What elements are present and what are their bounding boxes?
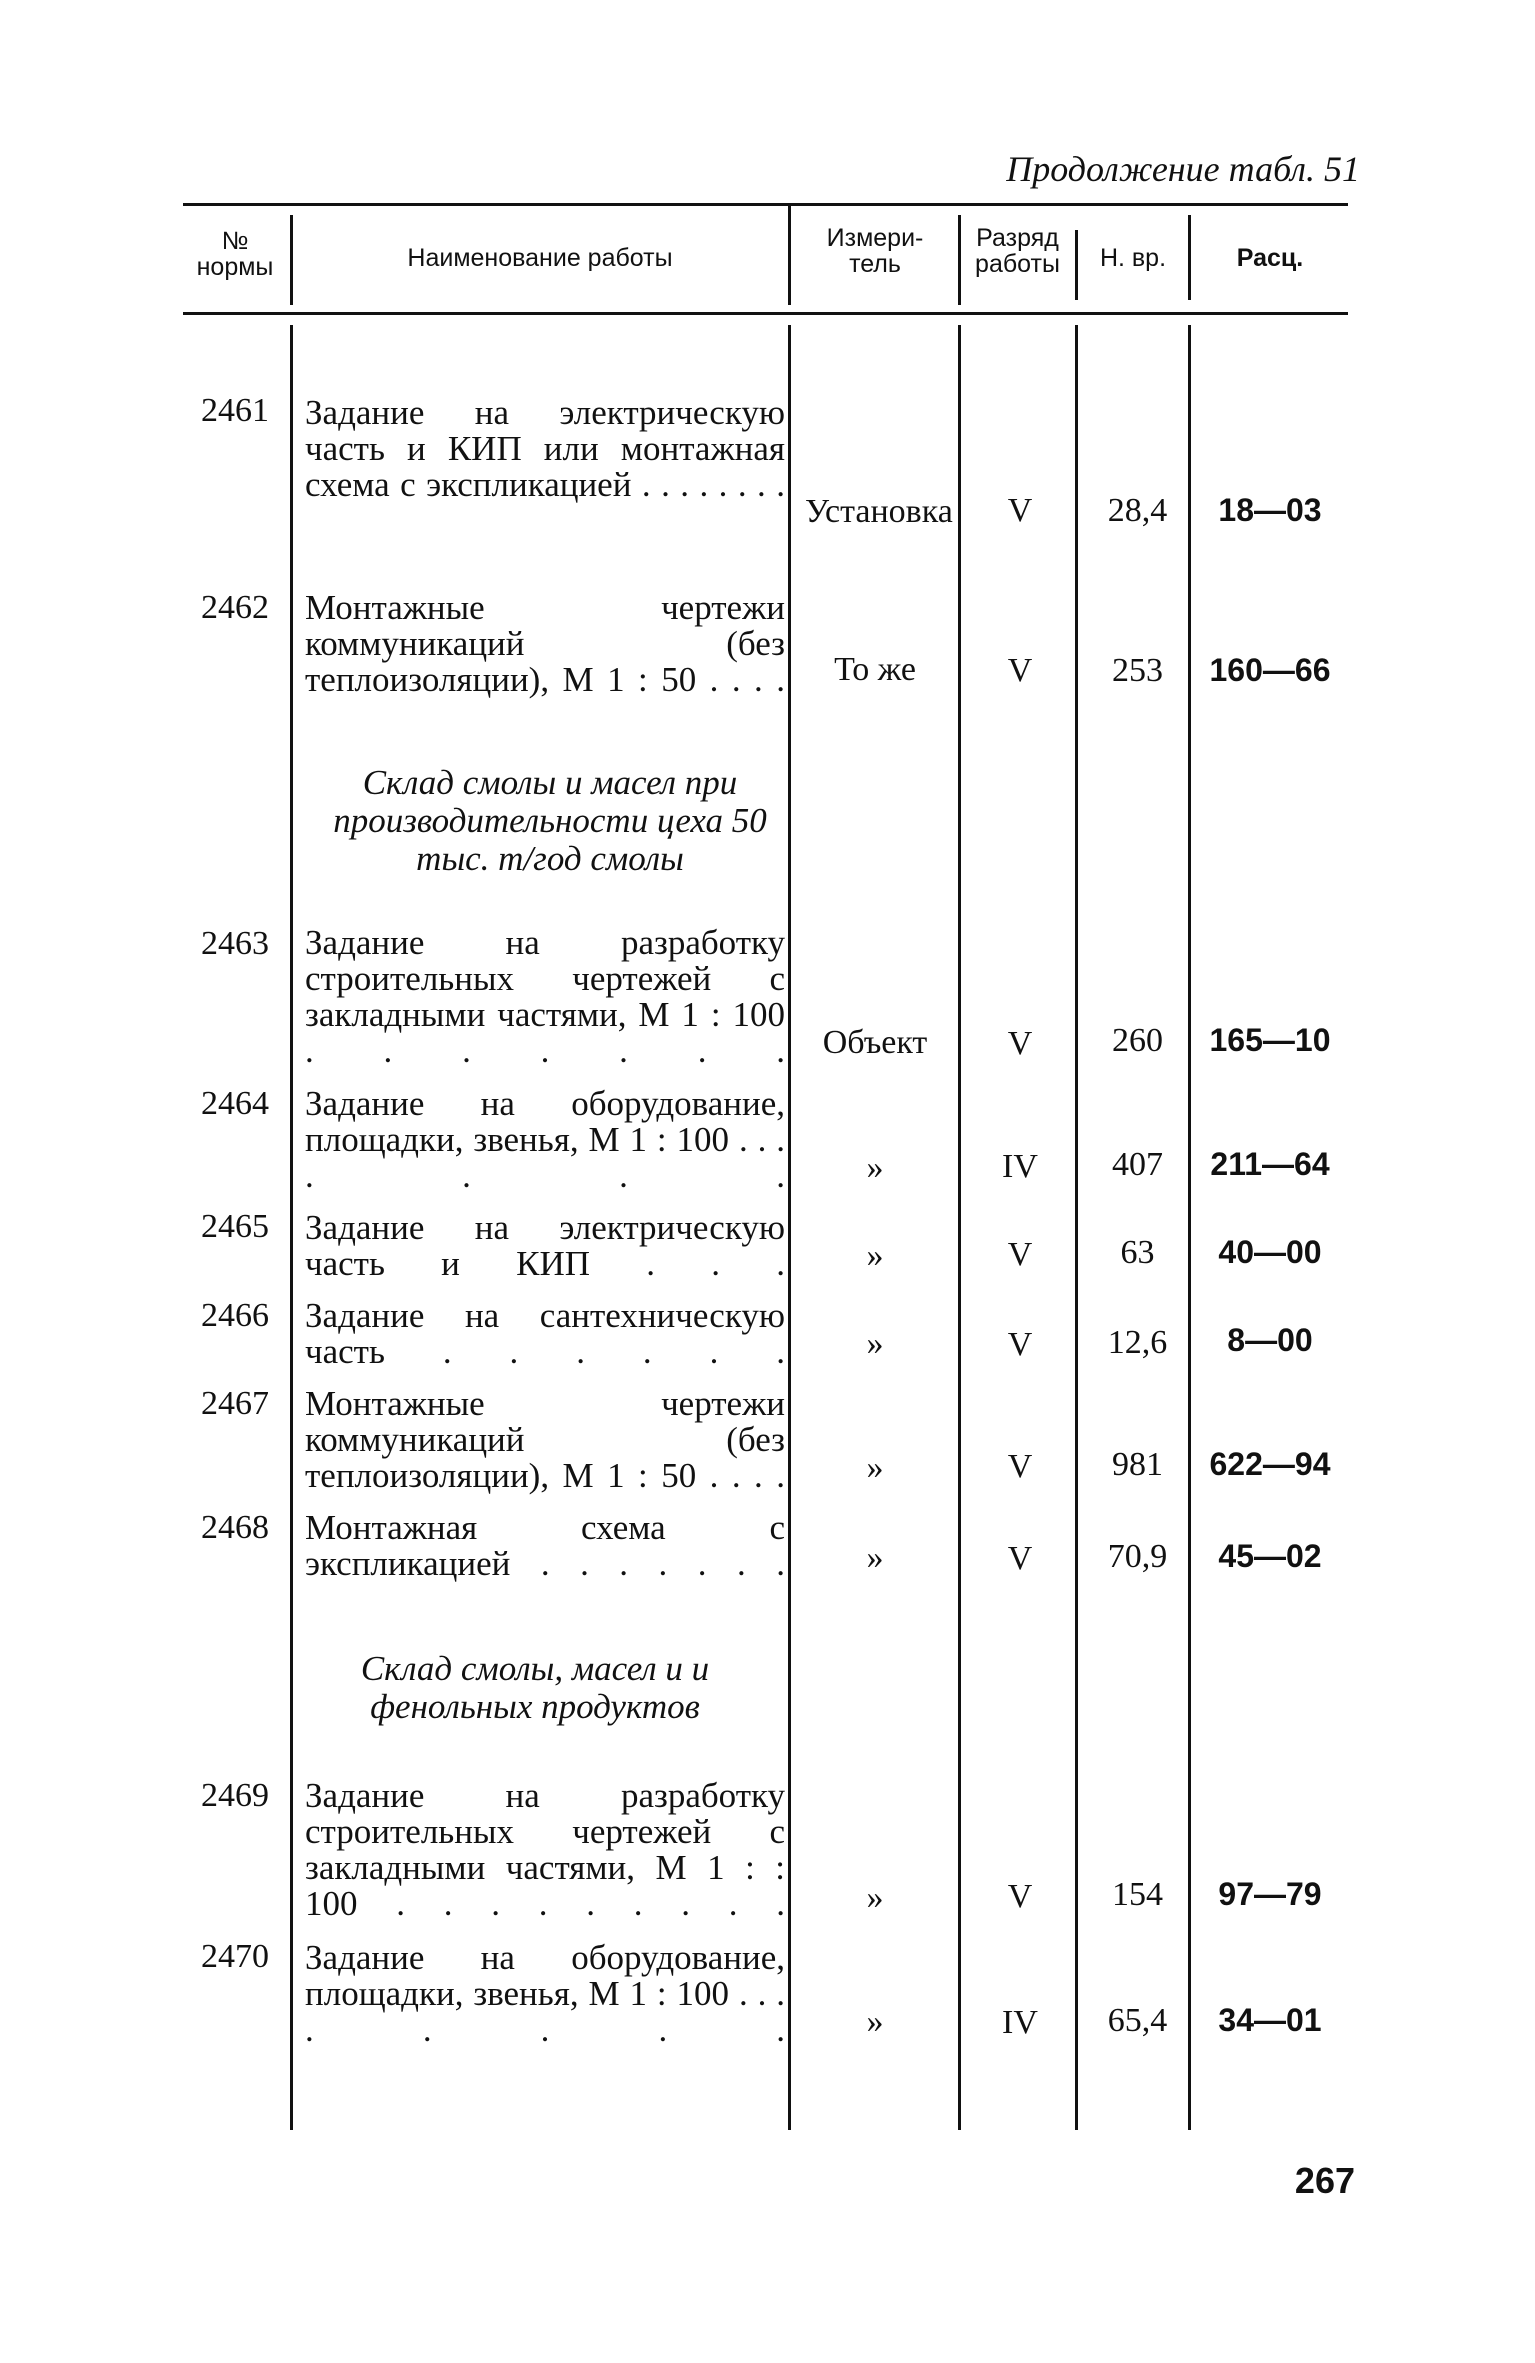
price-value: 165—10 bbox=[1209, 1022, 1331, 1058]
price-value: 97—79 bbox=[1218, 1876, 1322, 1912]
header-unit: Измери- тель bbox=[826, 224, 924, 279]
page-number: 267 bbox=[1294, 2160, 1355, 2201]
work-name: Монтажная схема с экспликацией . . . . . . . bbox=[305, 1508, 785, 1583]
column-rule bbox=[788, 325, 791, 2130]
work-name: Монтажные чертежи коммуникаций (без теплоизоляции), М 1 : 50 . . . . bbox=[305, 1384, 785, 1495]
header-price: Расц. bbox=[1236, 244, 1304, 272]
work-name: Задание на электрическую часть и КИП или монтажная схема с экспликацией . . . . . . . . bbox=[305, 393, 785, 504]
hours-value: 260 bbox=[1112, 1022, 1163, 1059]
norm-number: 2463 bbox=[201, 925, 269, 962]
header-work-name: Наименование работы bbox=[407, 244, 673, 272]
header-grade: Разряд работы bbox=[975, 224, 1060, 279]
norm-number: 2467 bbox=[201, 1385, 269, 1422]
hours-value: 981 bbox=[1112, 1446, 1163, 1483]
norm-number: 2470 bbox=[201, 1938, 269, 1975]
header-bottom-rule bbox=[183, 312, 1348, 315]
hours-value: 253 bbox=[1112, 652, 1163, 689]
work-name: Задание на оборудование, площадки, звенья, М 1 : 100 . . . . . . . bbox=[305, 1084, 785, 1195]
grade-value: V bbox=[1007, 1540, 1033, 1577]
norm-number: 2461 bbox=[201, 392, 269, 429]
unit-value: То же bbox=[834, 651, 916, 688]
column-rule bbox=[1075, 325, 1078, 2130]
unit-value: Установка bbox=[805, 493, 953, 530]
hours-value: 65,4 bbox=[1107, 2002, 1168, 2039]
column-rule bbox=[1188, 215, 1191, 300]
column-rule bbox=[788, 205, 791, 305]
price-value: 622—94 bbox=[1209, 1446, 1331, 1482]
norm-number: 2469 bbox=[201, 1777, 269, 1814]
norm-number: 2466 bbox=[201, 1297, 269, 1334]
grade-value: V bbox=[1007, 492, 1033, 529]
column-rule bbox=[958, 215, 961, 305]
work-name: Задание на электрическую часть и КИП . . . bbox=[305, 1208, 785, 1283]
grade-value: V bbox=[1007, 1878, 1033, 1915]
work-name: Задание на разработку строительных чертежей с закладными частями, М 1 : : 100 . . . . . . . . . bbox=[305, 1776, 785, 1923]
price-value: 45—02 bbox=[1218, 1538, 1322, 1574]
column-rule bbox=[958, 325, 961, 2130]
column-rule bbox=[1075, 230, 1078, 300]
column-rule bbox=[1188, 325, 1191, 2130]
price-value: 40—00 bbox=[1218, 1234, 1322, 1270]
grade-value: V bbox=[1007, 1326, 1033, 1363]
header-norm-no: № нормы bbox=[196, 227, 274, 282]
header-top-rule bbox=[183, 203, 1348, 206]
unit-value: » bbox=[866, 2003, 884, 2040]
norm-number: 2465 bbox=[201, 1208, 269, 1245]
section-heading: Склад смолы, масел и и фенольных продуктов bbox=[360, 1649, 710, 1726]
work-name: Задание на сантехническую часть . . . . . . bbox=[305, 1296, 785, 1371]
norm-number: 2462 bbox=[201, 589, 269, 626]
grade-value: V bbox=[1007, 652, 1033, 689]
grade-value: V bbox=[1007, 1025, 1033, 1062]
unit-value: Объект bbox=[822, 1024, 928, 1061]
column-rule bbox=[290, 215, 293, 305]
unit-value: » bbox=[866, 1539, 884, 1576]
price-value: 8—00 bbox=[1227, 1322, 1313, 1358]
unit-value: » bbox=[866, 1325, 884, 1362]
price-value: 211—64 bbox=[1210, 1146, 1330, 1182]
unit-value: » bbox=[866, 1237, 884, 1274]
work-name: Монтажные чертежи коммуникаций (без теплоизоляции), М 1 : 50 . . . . bbox=[305, 588, 785, 699]
unit-value: » bbox=[866, 1449, 884, 1486]
hours-value: 70,9 bbox=[1107, 1538, 1168, 1575]
hours-value: 154 bbox=[1112, 1876, 1163, 1913]
price-value: 18—03 bbox=[1218, 492, 1322, 528]
column-rule bbox=[290, 325, 293, 2130]
price-value: 34—01 bbox=[1218, 2002, 1322, 2038]
work-name: Задание на оборудование, площадки, звенья, М 1 : 100 . . . . . . . . bbox=[305, 1938, 785, 2049]
norm-number: 2464 bbox=[201, 1085, 269, 1122]
unit-value: » bbox=[866, 1879, 884, 1916]
hours-value: 12,6 bbox=[1107, 1324, 1168, 1361]
hours-value: 407 bbox=[1112, 1146, 1163, 1183]
hours-value: 63 bbox=[1120, 1234, 1155, 1271]
grade-value: V bbox=[1007, 1448, 1033, 1485]
work-name: Задание на разработку строительных чертежей с закладными частями, М 1 : 100 . . . . . . . bbox=[305, 923, 785, 1070]
header-hours: Н. вр. bbox=[1099, 244, 1167, 272]
hours-value: 28,4 bbox=[1107, 492, 1168, 529]
table-caption: Продолжение табл. 51 bbox=[1006, 149, 1360, 189]
grade-value: IV bbox=[1002, 2004, 1038, 2041]
section-heading: Склад смолы и масел при производительности цеха 50 тыс. т/год смолы bbox=[333, 763, 767, 878]
grade-value: V bbox=[1007, 1236, 1033, 1273]
unit-value: » bbox=[866, 1149, 884, 1186]
price-value: 160—66 bbox=[1209, 652, 1331, 688]
norm-number: 2468 bbox=[201, 1509, 269, 1546]
grade-value: IV bbox=[1002, 1148, 1038, 1185]
